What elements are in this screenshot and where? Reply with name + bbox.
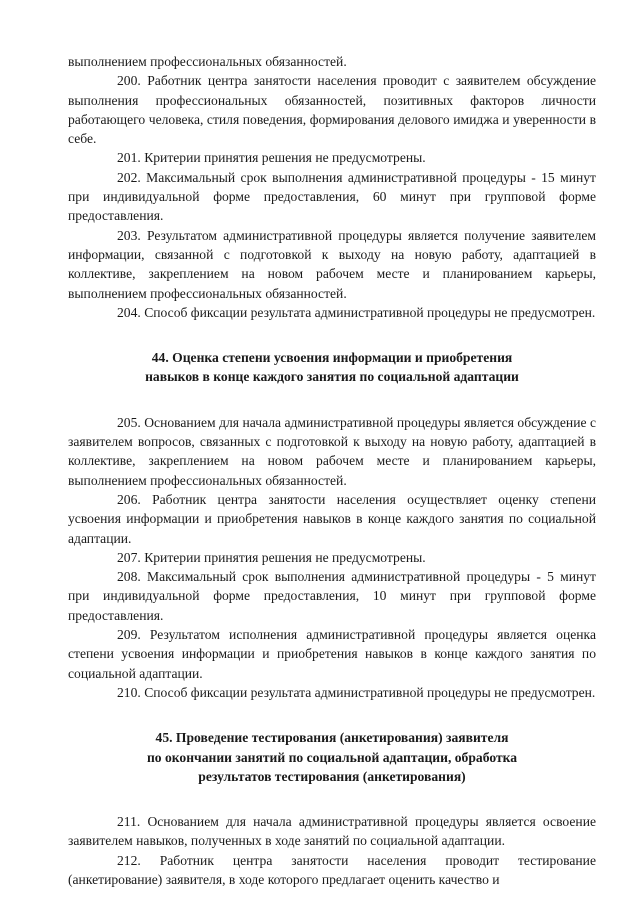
section-44-heading-line-2: навыков в конце каждого занятия по социальной адаптации: [145, 369, 519, 385]
section-44-heading: [68, 348, 596, 387]
section-45-heading-line-1: 45. Проведение тестирования (анкетирования) заявителя: [155, 730, 509, 746]
paragraph-200: 200. Работник центра занятости населения проводит с заявителем обсуждение выполнения профессиональных обязанностей, позитивных факторов личности работающего человека, стиля поведения, формирования делового имиджа и уверенности в себе.: [68, 73, 596, 147]
paragraph-206: 206. Работник центра занятости населения осуществляет оценку степени усвоения информации и приобретения навыков в конце каждого занятия по социальной адаптации.: [68, 491, 596, 546]
paragraph-209: 209. Результатом исполнения административной процедуры является оценка степени усвоения информации и приобретения навыков в конце каждого занятия по социальной адаптации.: [68, 627, 596, 681]
paragraph-205: 205. Основанием для начала административной процедуры является обсуждение с заявителем вопросов, связанных с подготовкой к выходу на новую работу, адаптацией в коллективе, закреплением на новом рабочем месте и планированием карьеры, выполнением профессиональных обязанностей.: [68, 414, 596, 488]
document-page: [68, 52, 596, 889]
paragraph-204: 204. Способ фиксации результата административной процедуры не предусмотрен.: [117, 304, 596, 320]
paragraph-207: 207. Критерии принятия решения не предусмотрены.: [117, 549, 426, 565]
section-44-heading-line-1: 44. Оценка степени усвоения информации и приобретения: [151, 350, 513, 366]
paragraph-211: 211. Основанием для начала административной процедуры является освоение заявителем навыков, полученных в ходе занятий по социальной адаптации.: [68, 814, 596, 849]
section-45-heading: [68, 728, 596, 786]
paragraph-203: 203. Результатом административной процедуры является получение заявителем информации, связанной с подготовкой к выходу на новую работу, адаптацией в коллективе, закреплением на новом рабочем месте и планированием карьеры, выполнением профессиональных обязанностей.: [68, 227, 596, 301]
paragraph-208: 208. Максимальный срок выполнения административной процедуры - 5 минут при индивидуальной форме предоставления, 10 минут при групповой форме предоставления.: [68, 569, 596, 623]
paragraph-212: 212. Работник центра занятости населения проводит тестирование (анкетирование) заявителя, в ходе которого предлагает оценить качество и: [68, 852, 596, 887]
paragraph-201: 201. Критерии принятия решения не предусмотрены.: [117, 150, 426, 166]
section-45-heading-line-3: результатов тестирования (анкетирования): [198, 768, 466, 784]
paragraph-continuation: выполнением профессиональных обязанностей.: [68, 54, 347, 69]
paragraph-210: 210. Способ фиксации результата административной процедуры не предусмотрен.: [117, 684, 596, 700]
section-45-heading-line-2: по окончании занятий по социальной адаптации, обработка: [146, 749, 518, 765]
paragraph-202: 202. Максимальный срок выполнения административной процедуры - 15 минут при индивидуальной форме предоставления, 60 минут при групповой форме предоставления.: [68, 169, 596, 224]
